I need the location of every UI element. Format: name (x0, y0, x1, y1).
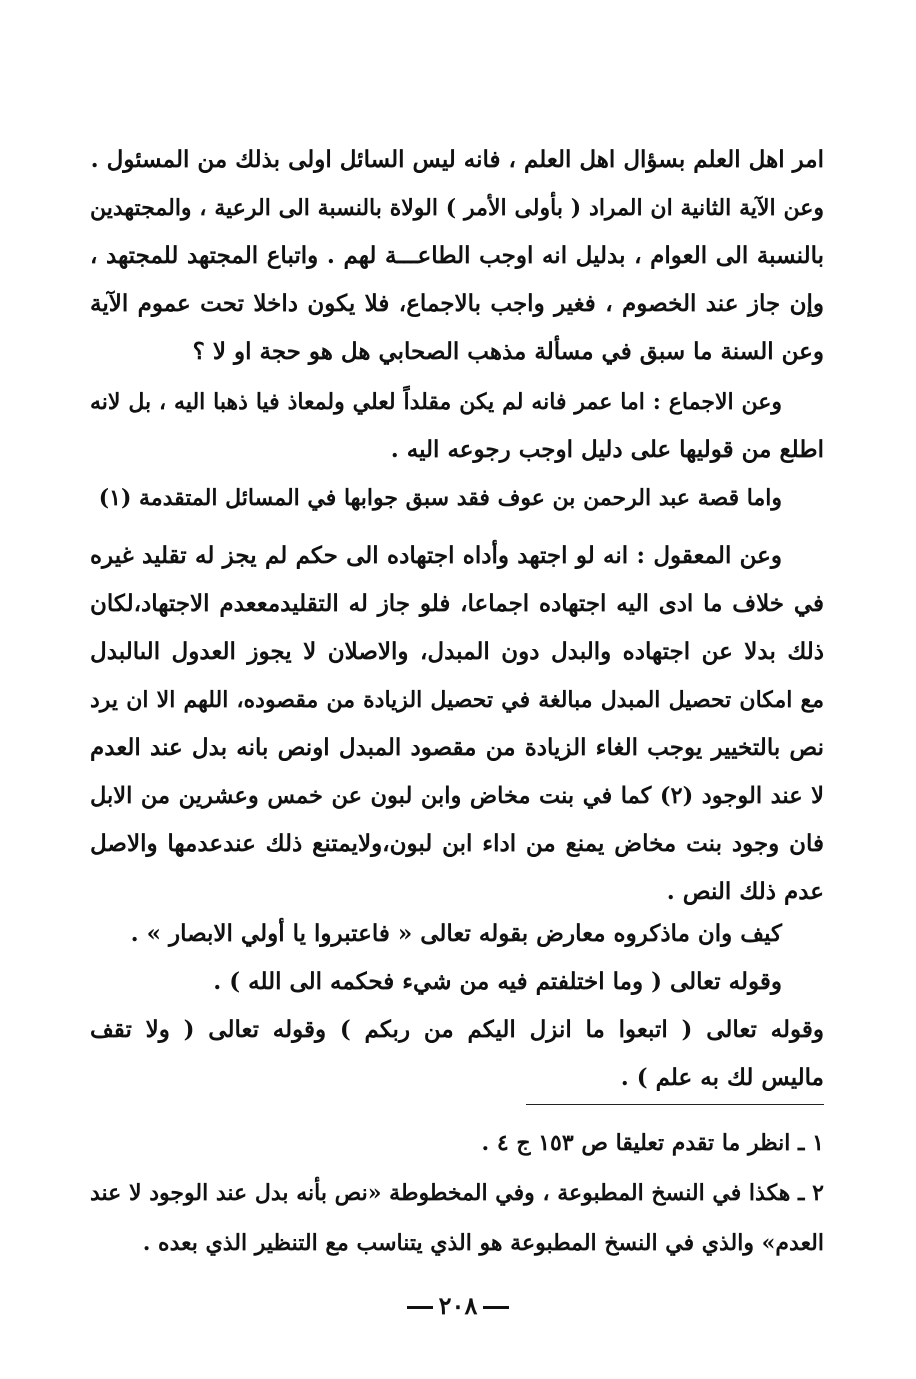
paragraph-response-reason (90, 532, 824, 916)
paragraph-response-consensus (90, 378, 824, 522)
dash-right (483, 1306, 509, 1309)
text-line: عدم ذلك النص . (666, 878, 824, 905)
text-line: واما قصة عبد الرحمن بن عوف فقد سبق جوابها في المسائل المتقدمة (١) (98, 485, 782, 511)
text-line: ذلك بدلا عن اجتهاده والبدل دون المبدل، والاصلان لا يجوز العدول الىالبدل (90, 638, 824, 665)
text-line: في خلاف ما ادى اليه اجتهاده اجماعا، فلو جاز له التقليدمععدم الاجتهاد،لكان (90, 590, 824, 617)
page-number-value: ٢٠٨ (438, 1291, 478, 1320)
footnote-line: ١ ـ انظر ما تقدم تعليقا ص ١٥٣ ج ٤ . (481, 1130, 824, 1156)
text-line: وعن الآية الثانية ان المراد ( بأولى الأمر ) الولاة بالنسبة الى الرعية ، والمجتهدين (90, 195, 824, 221)
text-line: اطلع من قوليها على دليل اوجب رجوعه اليه . (390, 436, 824, 463)
dash-left (407, 1306, 433, 1309)
text-line: بالنسبة الى العوام ، بدليل انه اوجب الطاعـــة لهم . واتباع المجتهد للمجتهد ، (90, 242, 824, 269)
text-line: مع امكان تحصيل المبدل مبالغة في تحصيل الزيادة من مقصوده، اللهم الا ان يرد (90, 687, 824, 713)
text-line: ماليس لك به علم ) . (620, 1064, 824, 1091)
text-line: نص بالتخيير يوجب الغاء الزيادة من مقصود المبدل اونص بانه بدل عند العدم (90, 734, 824, 761)
text-line: فان وجود بنت مخاض يمنع من اداء ابن لبون،ولايمتنع ذلك عندعدمها والاصل (90, 830, 824, 857)
text-line: وقوله تعالى ( اتبعوا ما انزل اليكم من ربكم ) وقوله تعالى ( ولا تقف (90, 1016, 824, 1043)
text-line: لا عند الوجود (٢) كما في بنت مخاض وابن لبون عن خمس وعشرين من الابل (90, 783, 824, 809)
footnotes (90, 1118, 824, 1268)
paragraph-responses-quran (90, 136, 824, 376)
page-number (0, 1286, 916, 1326)
text-line: امر اهل العلم بسؤال اهل العلم ، فانه ليس السائل اولى بذلك من المسئول . (90, 146, 824, 173)
footnote-separator (526, 1104, 824, 1105)
footnote-line: العدم» والذي في النسخ المطبوعة هو الذي يتناسب مع التنظير الذي بعده . (142, 1230, 824, 1256)
paragraph-counter-verses (90, 910, 824, 1102)
footnote-line: ٢ ـ هكذا في النسخ المطبوعة ، وفي المخطوطة «نص بأنه بدل عند الوجود لا عند (90, 1180, 824, 1206)
text-line: وعن الاجماع : اما عمر فانه لم يكن مقلداً لعلي ولمعاذ فيا ذهبا اليه ، بل لانه (90, 389, 782, 415)
text-line: وعن المعقول : انه لو اجتهد وأداه اجتهاده الى حكم لم يجز له تقليد غيره (90, 542, 782, 569)
text-line: وقوله تعالى ( وما اختلفتم فيه من شيء فحكمه الى الله ) . (213, 968, 782, 995)
text-line: وإن جاز عند الخصوم ، فغير واجب بالاجماع، فلا يكون داخلا تحت عموم الآية (90, 290, 824, 317)
text-line: كيف وان ماذكروه معارض بقوله تعالى « فاعتبروا يا أولي الابصار » . (130, 920, 782, 947)
text-line: وعن السنة ما سبق في مسألة مذهب الصحابي هل هو حجة او لا ؟ (192, 338, 824, 365)
